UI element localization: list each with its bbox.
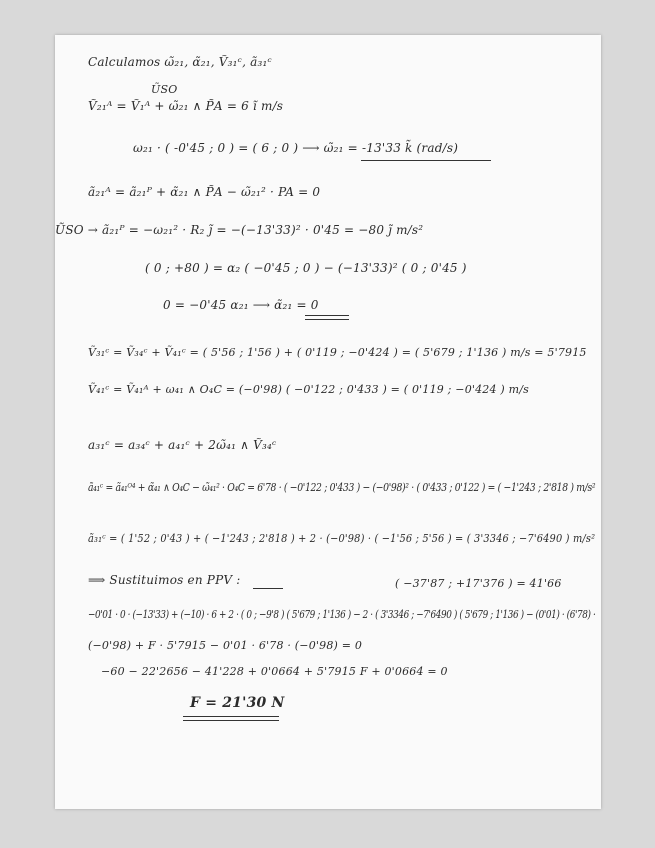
handwritten-page [55,35,601,809]
line-accel-41: ã₄₁ᶜ = ã₄₁ᴼ⁴ + α̃₄₁ ∧ O₄C − ω̃₄₁² · O₄C = 6'78 · ( −0'122 ; 0'433 ) − (−0'98)² · ( 0'433 ; 0'122 ) = ( −1'243 ; 2'818 ) m/s² [88,481,596,494]
omega-underline [361,160,491,161]
line-annotation: ŨSO [151,83,178,96]
line-accel-vector: ( 0 ; +80 ) = α₂ ( −0'45 ; 0 ) − (−13'33)² ( 0 ; 0'45 ) [145,261,467,275]
line-velocity-c: Ṽ₃₁ᶜ = Ṽ₃₄ᶜ + Ṽ₄₁ᶜ = ( 5'56 ; 1'56 ) + ( 0'119 ; −0'424 ) = ( 5'679 ; 1'136 ) m/s = 5'7915 [88,346,587,359]
line-substitute: ⟹ Sustituimos en PPV : [88,573,241,587]
line-accel-31: ã₃₁ᶜ = ( 1'52 ; 0'43 ) + ( −1'243 ; 2'818 ) + 2 · (−0'98) · ( −1'56 ; 5'56 ) = ( 3'3346 ; −7'6490 ) m/s² [88,532,596,545]
line-alpha-21: 0 = −0'45 α₂₁ ⟶ α̃₂₁ = 0 [163,298,319,312]
line-side-result: ( −37'87 ; +17'376 ) = 41'66 [395,577,562,590]
line-intro: Calculamos ω̃₂₁, α̃₂₁, Ṽ₃₁ᶜ, ã₃₁ᶜ [88,55,272,69]
line-velocity-41: Ṽ₄₁ᶜ = Ṽ₄₁ᴬ + ω₄₁ ∧ O₄C = (−0'98) ( −0'122 ; 0'433 ) = ( 0'119 ; −0'424 ) m/s [88,383,529,396]
line-ppv-3: −60 − 22'2656 − 41'228 + 0'0664 + 5'7915 F + 0'0664 = 0 [101,665,448,678]
line-accel-a: ã₂₁ᴬ = ã₂₁ᴾ + α̃₂₁ ∧ P̃A − ω̃₂₁² · PA = 0 [88,185,321,199]
result-underline-2 [183,720,279,721]
line-omega-21: ω₂₁ · ( -0'45 ; 0 ) = ( 6 ; 0 ) ⟶ ω̃₂₁ = -13'33 k̃ (rad/s) [133,141,459,155]
line-accel-normal: ŨSO → ã₂₁ᴾ = −ω₂₁² · R₂ j̃ = −(−13'33)² · 0'45 = −80 j̃ m/s² [55,223,424,237]
alpha-underline-1 [305,315,349,316]
final-result: F = 21'30 N [190,695,285,711]
ppv-underline [253,588,283,589]
result-underline-1 [183,716,279,717]
line-velocity-a: Ṽ₂₁ᴬ = Ṽ₁ᴬ + ω̃₂₁ ∧ P̃A = 6 ĩ m/s [88,99,284,113]
line-ppv-1: −0'01 · 0 · (−13'33) + (−10) · 6 + 2 · ( 0 ; −9'8 ) ( 5'679 ; 1'136 ) − 2 · ( 3'3346 ; −7'6490 ) ( 5'679 ; 1'136 ) − (0'01) · (6'78) · [88,608,596,621]
line-accel-c: a₃₁ᶜ = a₃₄ᶜ + a₄₁ᶜ + 2ω̃₄₁ ∧ Ṽ₃₄ᶜ [88,438,277,452]
line-ppv-2: (−0'98) + F · 5'7915 − 0'01 · 6'78 · (−0'98) = 0 [88,639,363,652]
alpha-underline-2 [305,319,349,320]
